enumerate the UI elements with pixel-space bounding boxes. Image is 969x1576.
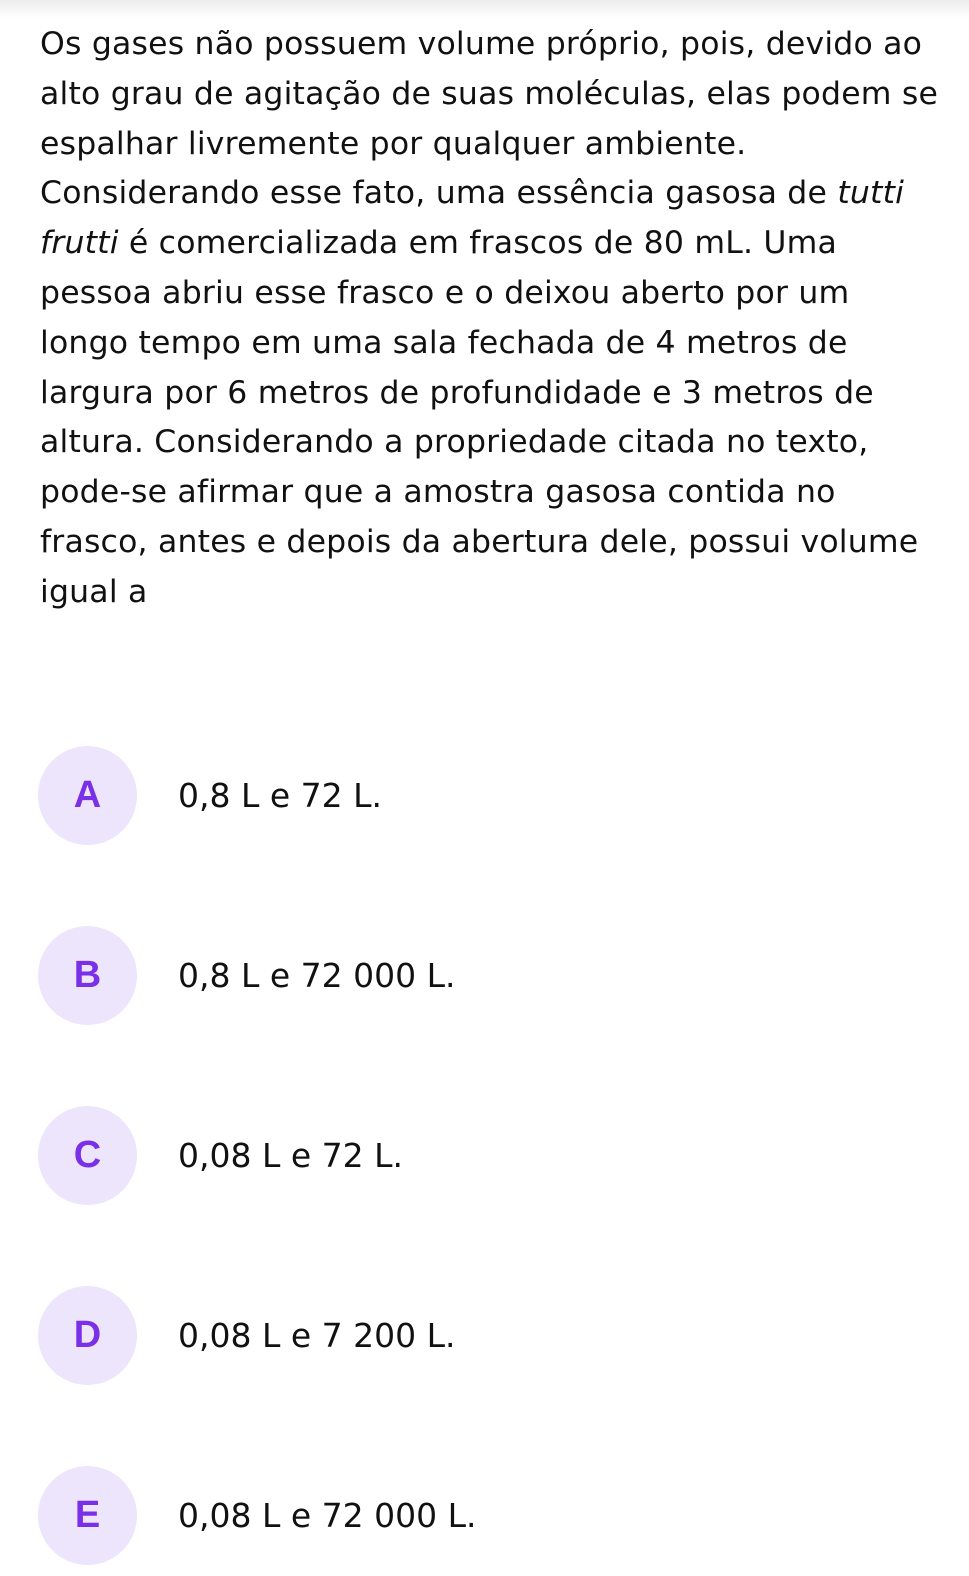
option-d-text: 0,08 L e 7 200 L. [178, 1316, 456, 1355]
option-e-letter: E [38, 1466, 137, 1565]
question-part-2: é comercializada em frascos de 80 mL. Uma pessoa abriu esse frasco e o deixou aberto por um longo tempo em uma sala fechada de 4 metros de largura por 6 metros de profundidade e 3 metros de altura. Considerando a propriedade citada no texto, pode-se afirmar que a amostra gasosa contida no frasco, antes e depois da abertura dele, possui volume igual a [40, 225, 919, 610]
option-e-text: 0,08 L e 72 000 L. [178, 1496, 477, 1535]
option-c-text: 0,08 L e 72 L. [178, 1136, 403, 1175]
option-a-text: 0,8 L e 72 L. [178, 776, 382, 815]
option-a-letter: A [38, 746, 137, 845]
option-d-letter: D [38, 1286, 137, 1385]
option-d[interactable] [38, 1286, 938, 1386]
answer-options [38, 746, 938, 1566]
question-italic-term: tutti frutti [40, 175, 905, 262]
top-shadow [0, 0, 969, 18]
option-b-text: 0,8 L e 72 000 L. [178, 956, 456, 995]
option-b-letter: B [38, 926, 137, 1025]
option-e[interactable] [38, 1466, 938, 1566]
option-b[interactable] [38, 926, 938, 1026]
option-c-letter: C [38, 1106, 137, 1205]
option-c[interactable] [38, 1106, 938, 1206]
question-text [40, 20, 940, 618]
question-part-1: Os gases não possuem volume próprio, pois, devido ao alto grau de agitação de suas moléculas, elas podem se espalhar livremente por qualquer ambiente. Considerando esse fato, uma essência gasosa de [40, 26, 939, 212]
option-a[interactable] [38, 746, 938, 846]
